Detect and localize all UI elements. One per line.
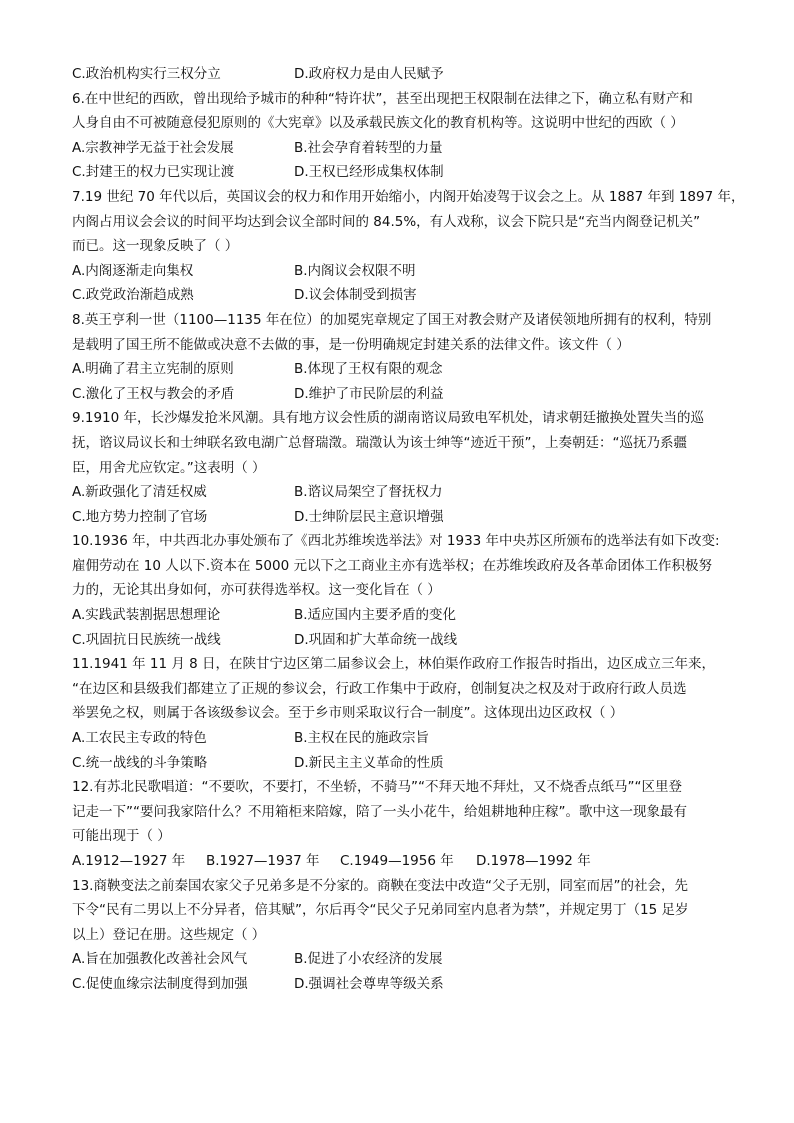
q9-stem-line-1: 9.1910 年，长沙爆发抢米风潮。具有地方议会性质的湖南谘议局致电军机处，请求朝廷撤换处置失当的巡 [72,410,705,427]
q7-option-c[interactable]: C.政党政治渐趋成熟 [72,287,194,304]
q12-stem-line-3: 可能出现于（ ） [72,828,171,845]
q10-stem-line-3: 力的，无论其出身如何，亦可获得选举权。这一变化旨在（ ） [72,582,441,599]
q8-option-b[interactable]: B.体现了王权有限的观念 [294,361,443,378]
q5-option-c[interactable]: C.政治机构实行三权分立 [72,66,221,82]
q12-stem-line-1: 12.有苏北民歌唱道：“不要吹，不要打，不坐轿，不骑马”“不拜天地不拜灶，又不烧香点纸马”“区里登 [72,779,682,796]
q9-stem-line-2: 抚，谘议局议长和士绅联名致电湖广总督瑞澂。瑞澂认为该士绅等“迹近干预”，上奏朝廷：“巡抚乃系疆 [72,434,687,451]
q10-options-ab [72,603,732,628]
q6-options-ab [72,136,732,161]
q9-option-a[interactable]: A.新政强化了清廷权威 [72,484,207,501]
q6-option-a[interactable]: A.宗教神学无益于社会发展 [72,139,234,156]
q11-option-b[interactable]: B.主权在民的施政宗旨 [294,730,430,747]
q13-option-c[interactable]: C.促使血缘宗法制度得到加强 [72,975,248,992]
q13-options-cd [72,972,732,997]
q7-option-a[interactable]: A.内阁逐渐走向集权 [72,262,194,279]
q11-option-a[interactable]: A.工农民主专政的特色 [72,730,207,747]
q6-stem-line-2: 人身自由不可被随意侵犯原则的《大宪章》以及承载民族文化的教育机构等。这说明中世纪的西欧（ ） [72,115,684,132]
q10-stem-line-1: 10.1936 年，中共西北办事处颁布了《西北苏维埃选举法》对 1933 年中央苏区所颁布的选举法有如下改变: [72,533,720,550]
q8-options-cd [72,382,732,407]
q12-option-a[interactable]: A.1912—1927 年 [72,853,186,869]
q6-option-b[interactable]: B.社会孕育着转型的力量 [294,139,443,156]
q8-option-d[interactable]: D.维护了市民阶层的利益 [294,385,444,402]
q12-options [72,849,732,874]
q11-option-c[interactable]: C.统一战线的斗争策略 [72,754,208,771]
q11-option-d[interactable]: D.新民主主义革命的性质 [294,754,444,771]
q12-option-d[interactable]: D.1978—1992 年 [476,853,591,869]
q6-option-d[interactable]: D.王权已经形成集权体制 [294,164,444,181]
q7-options-cd [72,283,732,308]
q6-stem-line-1: 6.在中世纪的西欧，曾出现给予城市的种种“特许状”，甚至出现把王权限制在法律之下，确立私有财产和 [72,90,693,107]
q13-stem-line-3: 以上）登记在册。这些规定（ ） [72,926,266,943]
q13-stem-line-1: 13.商鞅变法之前秦国农家父子兄弟多是不分家的。商鞅在变法中改造“父子无别，同室而居”的社会，先 [72,877,688,894]
q10-option-a[interactable]: A.实践武装割据思想理论 [72,607,221,624]
q11-stem-line-3: 举罢免之权，则属于各该级参议会。至于乡市则采取议行合一制度”。这体现出边区政权（ ） [72,705,624,722]
q8-option-c[interactable]: C.激化了王权与教会的矛盾 [72,385,235,402]
q7-options-ab [72,259,732,284]
q7-option-b[interactable]: B.内阁议会权限不明 [294,262,416,279]
q12-stem-line-2: 记走一下”“要问我家陪什么？不用箱柜来陪嫁，陪了一头小花牛，给姐耕地种庄稼”。歌中这一现象最有 [72,803,687,820]
q9-options-ab [72,480,732,505]
q10-option-d[interactable]: D.巩固和扩大革命统一战线 [294,631,458,648]
q6-option-c[interactable]: C.封建王的权力已实现让渡 [72,164,235,181]
q10-option-b[interactable]: B.适应国内主要矛盾的变化 [294,607,457,624]
q13-option-d[interactable]: D.强调社会尊卑等级关系 [294,975,444,992]
q12-option-c[interactable]: C.1949—1956 年 [340,853,454,869]
q11-options-cd [72,751,732,776]
q5-options-cd [72,62,732,87]
exam-page [72,62,745,997]
q11-stem-line-2: “在边区和县级我们都建立了正规的参议会，行政工作集中于政府，创制复决之权及对于政府行政人员选 [72,680,687,697]
q13-option-b[interactable]: B.促进了小农经济的发展 [294,951,443,968]
q7-stem-line-3: 而已。这一现象反映了（ ） [72,238,239,255]
q10-options-cd [72,628,732,653]
q5-option-d[interactable]: D.政府权力是由人民赋予 [294,66,444,82]
q11-options-ab [72,726,732,751]
q12-option-b[interactable]: B.1927—1937 年 [206,853,320,869]
q10-option-c[interactable]: C.巩固抗日民族统一战线 [72,631,221,648]
q7-stem-line-1: 7.19 世纪 70 年代以后，英国议会的权力和作用开始缩小，内阁开始凌驾于议会之上。从 1887 年到 1897 年， [72,188,745,205]
q8-options-ab [72,357,732,382]
q8-option-a[interactable]: A.明确了君主立宪制的原则 [72,361,234,378]
q9-option-b[interactable]: B.谘议局架空了督抚权力 [294,484,443,501]
q6-options-cd [72,160,732,185]
q8-stem-line-1: 8.英王亨利一世（1100—1135 年在位）的加冕宪章规定了国王对教会财产及诸侯领地所拥有的权利，特别 [72,311,712,328]
q13-option-a[interactable]: A.旨在加强教化改善社会风气 [72,951,248,968]
q7-option-d[interactable]: D.议会体制受到损害 [294,287,417,304]
q9-option-c[interactable]: C.地方势力控制了官场 [72,508,208,525]
q9-option-d[interactable]: D.士绅阶层民主意识增强 [294,508,444,525]
q13-options-ab [72,947,732,972]
q7-stem-line-2: 内阁占用议会会议的时间平均达到会议全部时间的 84.5%，有人戏称，议会下院只是“充当内阁登记机关” [72,213,701,230]
q13-stem-line-2: 下令“民有二男以上不分异者，倍其赋”，尔后再令“民父子兄弟同室内息者为禁”，并规定男丁（15 足岁 [72,902,689,919]
q9-options-cd [72,505,732,530]
q9-stem-line-3: 臣，用舍尤应钦定。”这表明（ ） [72,459,266,476]
q11-stem-line-1: 11.1941 年 11 月 8 日，在陕甘宁边区第二届参议会上，林伯渠作政府工作报告时指出，边区成立三年来， [72,656,716,673]
q10-stem-line-2: 雇佣劳动在 10 人以下.资本在 5000 元以下之工商业主亦有选举权；在苏维埃政府及各革命团体工作积极努 [72,557,712,574]
q8-stem-line-2: 是载明了国王所不能做或决意不去做的事，是一份明确规定封建关系的法律文件。该文件（ ） [72,336,630,353]
